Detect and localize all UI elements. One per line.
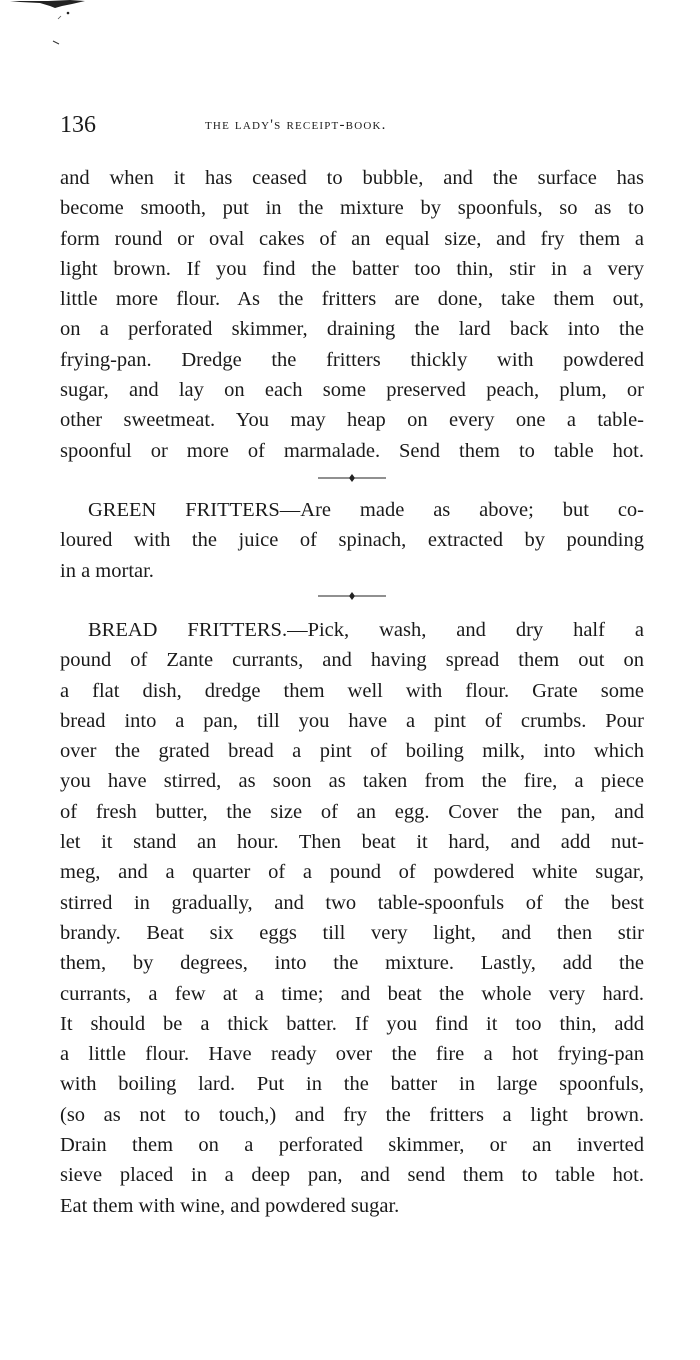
text-line: and when it has ceased to bubble, and the surface has xyxy=(60,167,644,189)
text-line: bread into a pan, till you have a pint of crumbs. Pour xyxy=(60,709,644,732)
text-line: little more flour. As the fritters are done, take them out, xyxy=(60,288,644,311)
text-line: Eat them with wine, and powdered sugar. xyxy=(60,1194,400,1217)
running-title: the lady's receipt-book. xyxy=(205,117,387,133)
text-line: on a perforated skimmer, draining the lard back into the xyxy=(60,318,644,341)
text-line: currants, a few at a time; and beat the whole very hard. xyxy=(60,982,644,1005)
recipe-heading-line: BREAD FRITTERS.—Pick, wash, and dry half a xyxy=(88,619,644,641)
text-line: become smooth, put in the mixture by spoonfuls, so as to xyxy=(60,197,644,220)
text-line: spoonful or more of marmalade. Send them to table hot. xyxy=(60,439,644,462)
text-line: form round or oval cakes of an equal size, and fry them a xyxy=(60,227,644,250)
text-line: frying-pan. Dredge the fritters thickly with powdered xyxy=(60,348,644,371)
recipe-heading-line: GREEN FRITTERS—Are made as above; but co- xyxy=(88,499,644,521)
text-line: meg, and a quarter of a pound of powdered white sugar, xyxy=(60,861,644,884)
text-line: them, by degrees, into the mixture. Lastly, add the xyxy=(60,952,644,975)
text-line: a flat dish, dredge them well with flour. Grate some xyxy=(60,679,644,702)
page-number: 136 xyxy=(60,112,96,138)
text-line: sieve placed in a deep pan, and send them to table hot. xyxy=(60,1164,644,1187)
text-line: of fresh butter, the size of an egg. Cover the pan, and xyxy=(60,800,644,823)
text-line: other sweetmeat. You may heap on every one a table- xyxy=(60,409,644,432)
section-divider-ornament xyxy=(318,591,386,601)
text-line: Drain them on a perforated skimmer, or an inverted xyxy=(60,1134,644,1157)
text-line: let it stand an hour. Then beat it hard, and add nut- xyxy=(60,831,644,854)
section-divider-ornament xyxy=(318,473,386,483)
text-line: light brown. If you find the batter too thin, stir in a very xyxy=(60,257,644,280)
recipe-green-fritters xyxy=(60,495,644,586)
text-line: sugar, and lay on each some preserved peach, plum, or xyxy=(60,379,644,402)
text-line: pound of Zante currants, and having spread them out on xyxy=(60,649,644,672)
text-line: over the grated bread a pint of boiling milk, into which xyxy=(60,740,644,763)
text-line: in a mortar. xyxy=(60,559,154,582)
text-line: stirred in gradually, and two table-spoonfuls of the best xyxy=(60,891,644,914)
text-line: (so as not to touch,) and fry the fritters a light brown. xyxy=(60,1103,644,1126)
recipe-bread-fritters xyxy=(60,615,644,1221)
ink-smudge-decoration xyxy=(0,0,120,45)
text-line: brandy. Beat six eggs till very light, and then stir xyxy=(60,921,644,944)
text-line: you have stirred, as soon as taken from the fire, a piece xyxy=(60,770,644,793)
text-line: a little flour. Have ready over the fire a hot frying-pan xyxy=(60,1043,644,1066)
text-line: with boiling lard. Put in the batter in large spoonfuls, xyxy=(60,1073,644,1096)
text-line: It should be a thick batter. If you find it too thin, add xyxy=(60,1012,644,1035)
page-header xyxy=(60,112,650,142)
text-line: loured with the juice of spinach, extracted by pounding xyxy=(60,529,644,552)
paragraph-continued-fritters xyxy=(60,163,644,466)
